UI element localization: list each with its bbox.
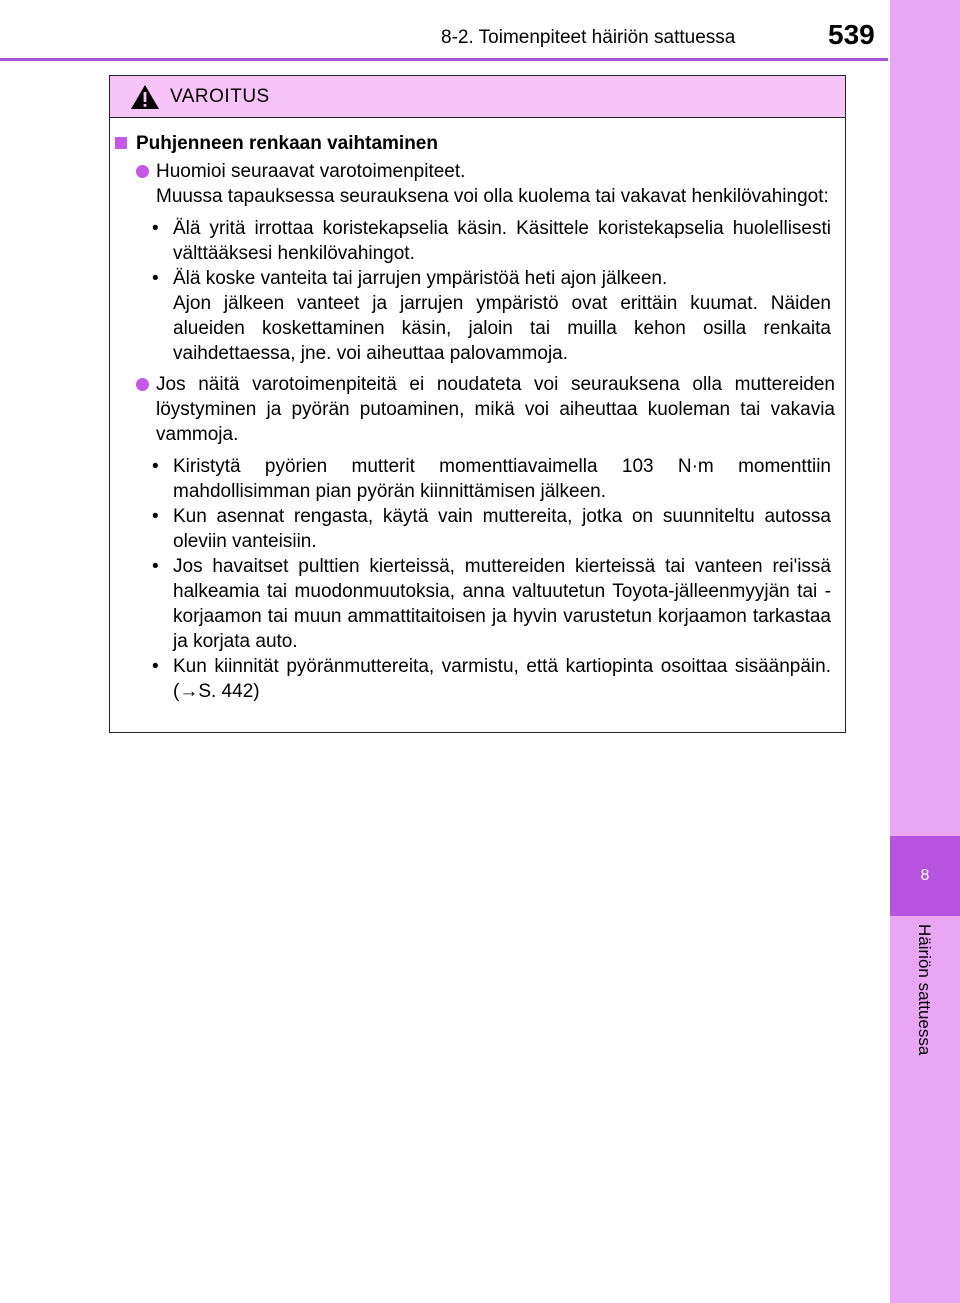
- list-item: Huomioi seuraavat varotoimenpiteet. Muussa tapauksessa seurauksena voi olla kuolema tai vakavat henkilövahingot:: [110, 159, 845, 209]
- list-item: • Kun asennat rengasta, käytä vain muttereita, jotka on suunniteltu autossa oleviin vanteisiin.: [152, 506, 831, 552]
- chapter-number[interactable]: 8: [890, 836, 960, 916]
- cross-reference-link[interactable]: Kun kiinnität pyöränmuttereita, varmistu, että kartiopinta osoittaa sisäänpäin. (→S. 442): [173, 656, 831, 702]
- sub-list: [110, 454, 845, 704]
- warning-box: [109, 75, 846, 733]
- section-title: Puhjenneen renkaan vaihtaminen: [110, 131, 845, 156]
- header-title: 8-2. Toimenpiteet häiriön sattuessa: [441, 27, 736, 48]
- round-bullet-icon: [136, 378, 149, 391]
- round-bullet-icon: [136, 165, 149, 178]
- list-item: • Kun kiinnität pyöränmuttereita, varmistu, että kartiopinta osoittaa sisäänpäin. (→S. 442): [152, 656, 831, 702]
- side-tab: [890, 0, 960, 1303]
- warning-content: [110, 131, 845, 710]
- list-item: Jos näitä varotoimenpiteitä ei noudateta voi seurauksena olla muttereiden löystyminen ja pyörän putoaminen, mikä voi aiheuttaa kuoleman tai vakavia vammoja.: [110, 372, 845, 447]
- chapter-label: Häiriön sattuessa: [915, 924, 934, 1056]
- header-rule: [0, 58, 888, 61]
- list-item: • Älä yritä irrottaa koristekapselia käsin. Käsittele koristekapselia huolellisesti välttääksesi henkilövahingot.: [152, 218, 831, 264]
- sub-list: [110, 216, 845, 366]
- square-bullet-icon: [115, 137, 127, 149]
- list-item: • Kiristytä pyörien mutterit momenttiavaimella 103 N·m momenttiin mahdollisimman pian pyörän kiinnittämisen jälkeen.: [152, 456, 831, 502]
- warning-triangle-icon: [130, 84, 160, 110]
- warning-header: [110, 76, 845, 118]
- page-number: 539: [828, 19, 875, 50]
- list-item: • Jos havaitset pulttien kierteissä, muttereiden kierteissä tai vanteen rei'issä halkeamia tai muodonmuutoksia, anna valtuutetun Toyota-jälleenmyyjän tai -korjaamon tai muun ammattitaitoisen ja hyvin varustetun korjaamon tarkastaa ja korjata auto.: [152, 556, 831, 652]
- list-item: • Älä koske vanteita tai jarrujen ympäristöä heti ajon jälkeen. Ajon jälkeen vanteet ja jarrujen ympäristö ovat erittäin kuumat. Näiden alueiden koskettaminen käsin, jaloin tai muilla kehon osilla renkaita vaihdettaessa, jne. voi aiheuttaa palovammoja.: [152, 268, 831, 364]
- warning-label: VAROITUS: [170, 86, 270, 107]
